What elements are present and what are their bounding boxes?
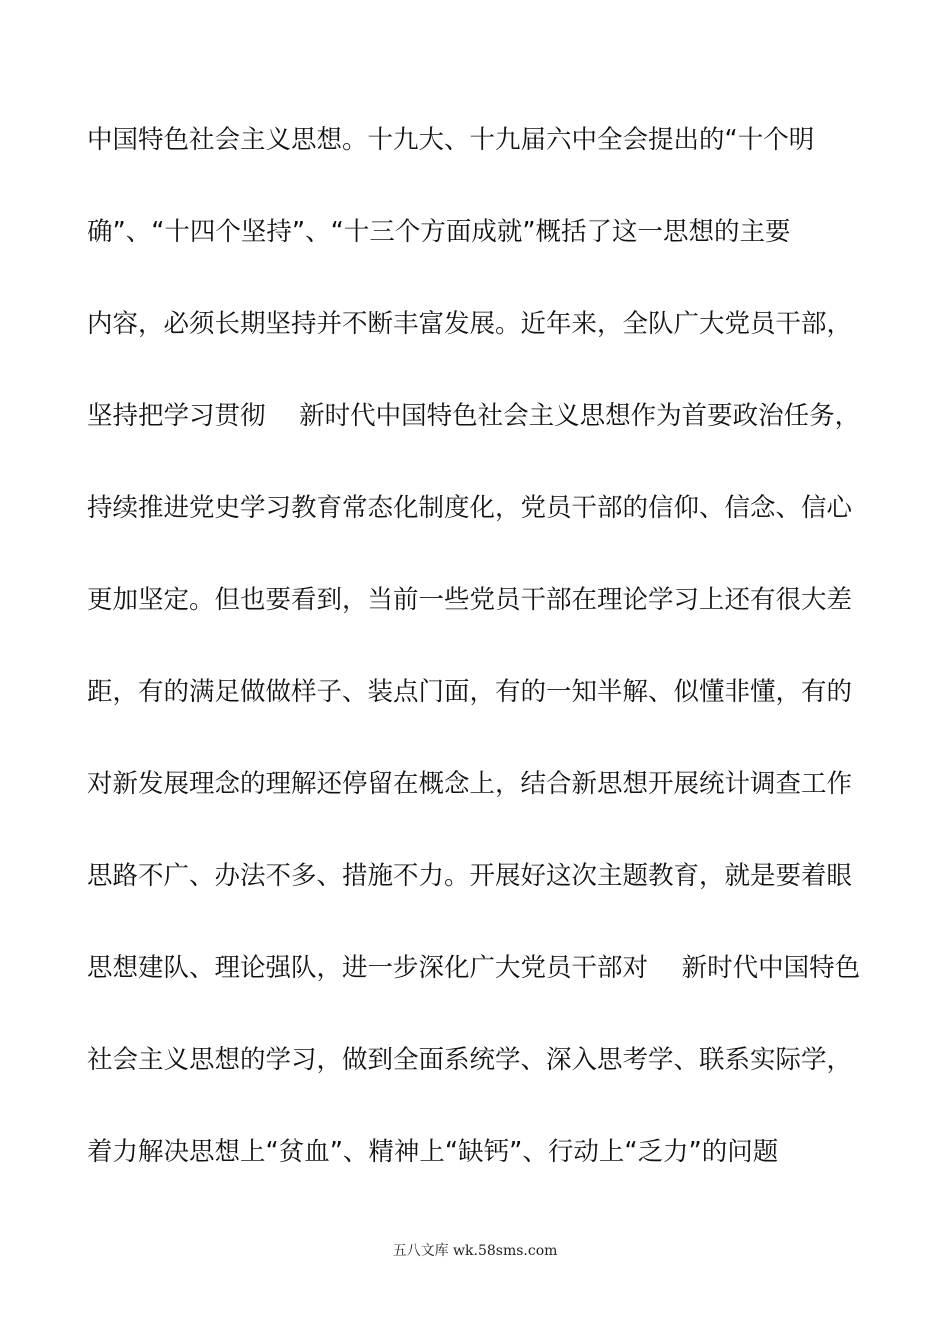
text-line: 中国特色社会主义思想。十九大、十九届六中全会提出的“十个明	[87, 125, 815, 155]
text-line: 更加坚定。但也要看到，当前一些党员干部在理论学习上还有很大差	[87, 585, 853, 615]
text-line: 持续推进党史学习教育常态化制度化，党员干部的信仰、信念、信心	[87, 493, 853, 523]
text-line: 确”、“十四个坚持”、“十三个方面成就”概括了这一思想的主要	[87, 217, 791, 247]
text-line: 对新发展理念的理解还停留在概念上，结合新思想开展统计调查工作	[87, 769, 853, 799]
text-line: 内容，必须长期坚持并不断丰富发展。近年来，全队广大党员干部，	[87, 309, 853, 339]
text-line: 坚持把学习贯彻 新时代中国特色社会主义思想作为首要政治任务，	[87, 401, 861, 431]
text-line: 距，有的满足做做样子、装点门面，有的一知半解、似懂非懂，有的	[87, 677, 853, 707]
text-line: 思路不广、办法不多、措施不力。开展好这次主题教育，就是要着眼	[87, 861, 853, 891]
text-line: 社会主义思想的学习，做到全面系统学、深入思考学、联系实际学，	[87, 1045, 853, 1075]
text-line: 着力解决思想上“贫血”、精神上“缺钙”、行动上“乏力”的问题	[87, 1137, 779, 1167]
text-line: 思想建队、理论强队，进一步深化广大党员干部对 新时代中国特色	[87, 953, 861, 983]
body-text	[87, 113, 877, 1217]
page-footer: 五八文库 wk.58sms.com	[392, 1243, 558, 1259]
